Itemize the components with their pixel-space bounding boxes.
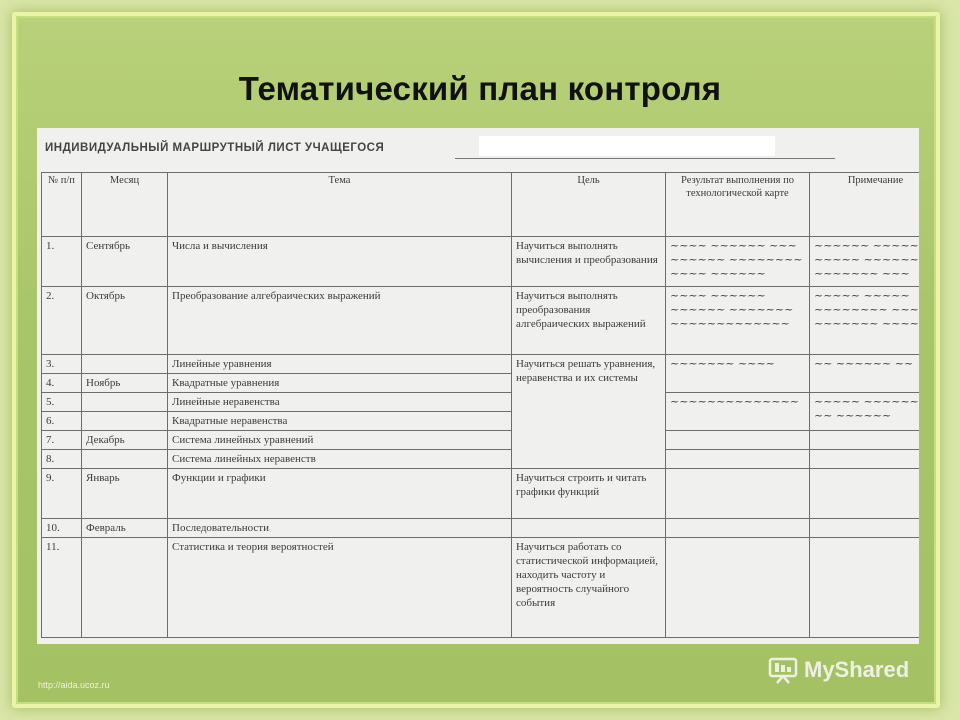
table-row bbox=[42, 287, 920, 355]
presentation-board-icon bbox=[768, 656, 798, 684]
row-month bbox=[82, 412, 168, 431]
table-row bbox=[42, 237, 920, 287]
row-number: 7. bbox=[42, 431, 82, 450]
row-topic: Линейные неравенства bbox=[168, 393, 512, 412]
note-cell bbox=[810, 431, 920, 450]
row-topic: Система линейных уравнений bbox=[168, 431, 512, 450]
name-underline bbox=[455, 158, 835, 159]
scanned-document bbox=[37, 128, 919, 644]
row-topic: Числа и вычисления bbox=[168, 237, 512, 287]
row-month: Октябрь bbox=[82, 287, 168, 355]
result-cell bbox=[666, 431, 810, 450]
row-month bbox=[82, 355, 168, 374]
row-number: 11. bbox=[42, 538, 82, 638]
handwritten-note: ~~~~~ ~~~~~~ ~~ ~~~~~~ bbox=[810, 393, 920, 431]
result-cell bbox=[666, 538, 810, 638]
handwritten-result: ~~~~~~~ ~~~~ bbox=[666, 355, 810, 393]
row-topic: Квадратные неравенства bbox=[168, 412, 512, 431]
row-month: Февраль bbox=[82, 519, 168, 538]
row-goal: Научиться выполнять преобразования алгебраических выражений bbox=[512, 287, 666, 355]
note-cell bbox=[810, 519, 920, 538]
column-header: Примечание bbox=[810, 173, 920, 237]
table-row bbox=[42, 450, 920, 469]
row-number: 3. bbox=[42, 355, 82, 374]
row-goal: Научиться работать со статистической информацией, находить частоту и вероятность случайного события bbox=[512, 538, 666, 638]
table-header-row bbox=[42, 173, 920, 237]
table-row bbox=[42, 393, 920, 412]
row-topic: Система линейных неравенств bbox=[168, 450, 512, 469]
result-cell bbox=[666, 519, 810, 538]
row-number: 2. bbox=[42, 287, 82, 355]
myshared-logo bbox=[768, 656, 909, 684]
row-number: 5. bbox=[42, 393, 82, 412]
note-cell bbox=[810, 469, 920, 519]
column-header: Тема bbox=[168, 173, 512, 237]
row-number: 6. bbox=[42, 412, 82, 431]
redacted-student-name bbox=[479, 136, 775, 156]
row-month: Январь bbox=[82, 469, 168, 519]
row-number: 9. bbox=[42, 469, 82, 519]
handwritten-result: ~~~~ ~~~~~~ ~~~ ~~~~~~ ~~~~~~~~ ~~~~ ~~~~~~ bbox=[666, 237, 810, 287]
row-topic: Преобразование алгебраических выражений bbox=[168, 287, 512, 355]
row-month bbox=[82, 393, 168, 412]
handwritten-result: ~~~~~~~~~~~~~~ bbox=[666, 393, 810, 431]
note-cell bbox=[810, 450, 920, 469]
result-cell bbox=[666, 469, 810, 519]
row-goal: Научиться выполнять вычисления и преобразования bbox=[512, 237, 666, 287]
column-header: Месяц bbox=[82, 173, 168, 237]
row-number: 8. bbox=[42, 450, 82, 469]
result-cell bbox=[666, 450, 810, 469]
table-row bbox=[42, 355, 920, 374]
note-cell bbox=[810, 538, 920, 638]
row-topic: Последовательности bbox=[168, 519, 512, 538]
table-row bbox=[42, 469, 920, 519]
row-month: Сентябрь bbox=[82, 237, 168, 287]
row-month: Ноябрь bbox=[82, 374, 168, 393]
footer-url: http://aida.ucoz.ru bbox=[38, 680, 110, 690]
row-topic: Статистика и теория вероятностей bbox=[168, 538, 512, 638]
handwritten-note: ~~~~~~ ~~~~~ ~~~~~ ~~~~~~ ~~~~~~~ ~~~ bbox=[810, 237, 920, 287]
plan-table bbox=[41, 172, 919, 638]
row-topic: Функции и графики bbox=[168, 469, 512, 519]
row-goal: Научиться решать уравнения, неравенства и их системы bbox=[512, 355, 666, 469]
row-number: 1. bbox=[42, 237, 82, 287]
slide-title: Тематический план контроля bbox=[238, 70, 722, 107]
brand-name: MyShared bbox=[804, 657, 910, 682]
row-number: 10. bbox=[42, 519, 82, 538]
handwritten-note: ~~ ~~~~~~ ~~ bbox=[810, 355, 920, 393]
row-number: 4. bbox=[42, 374, 82, 393]
column-header: Цель bbox=[512, 173, 666, 237]
row-topic: Квадратные уравнения bbox=[168, 374, 512, 393]
handwritten-result: ~~~~ ~~~~~~ ~~~~~~ ~~~~~~~ ~~~~~~~~~~~~~ bbox=[666, 287, 810, 355]
table-row bbox=[42, 538, 920, 638]
column-header: Результат выполнения по технологической карте bbox=[666, 173, 810, 237]
row-goal bbox=[512, 519, 666, 538]
table-row bbox=[42, 519, 920, 538]
handwritten-note: ~~~~~ ~~~~~ ~~~~~~~~ ~~~ ~~~~~~~ ~~~~ bbox=[810, 287, 920, 355]
row-topic: Линейные уравнения bbox=[168, 355, 512, 374]
row-month bbox=[82, 538, 168, 638]
row-month: Декабрь bbox=[82, 431, 168, 450]
row-goal: Научиться строить и читать графики функций bbox=[512, 469, 666, 519]
document-header: ИНДИВИДУАЛЬНЫЙ МАРШРУТНЫЙ ЛИСТ УЧАЩЕГОСЯ bbox=[45, 142, 385, 154]
column-header: № п/п bbox=[42, 173, 82, 237]
table-row bbox=[42, 431, 920, 450]
row-month bbox=[82, 450, 168, 469]
